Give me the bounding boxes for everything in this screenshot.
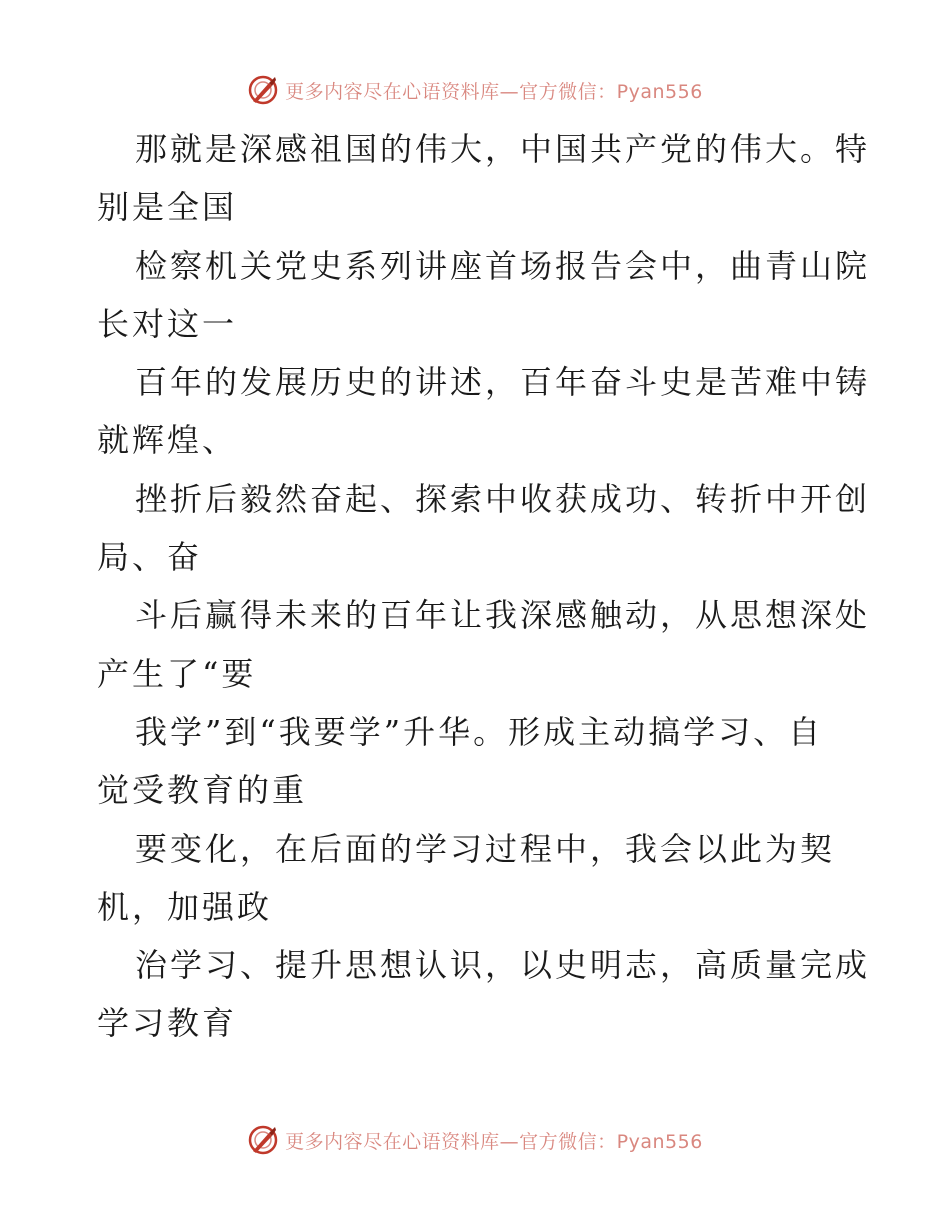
text-line: 我学”到“我要学”升华。形成主动搞学习、自 <box>135 712 824 751</box>
text-line: 就辉煌、 <box>97 421 238 460</box>
watermark-text: 更多内容尽在心语资料库—官方微信：Pyan556 <box>285 1130 703 1153</box>
text-line: 挫折后毅然奋起、探索中收获成功、转折中开创 <box>135 479 871 518</box>
text-line: 检察机关党史系列讲座首场报告会中，曲青山院 <box>135 246 871 285</box>
header-watermark <box>0 70 950 110</box>
document-body <box>97 120 871 1053</box>
footer-watermark <box>0 1120 950 1160</box>
watermark-text: 更多内容尽在心语资料库—官方微信：Pyan556 <box>285 80 703 103</box>
quill-logo-icon <box>247 1124 279 1156</box>
text-line: 别是全国 <box>97 188 238 227</box>
text-line: 产生了“要 <box>97 654 257 693</box>
text-line: 长对这一 <box>97 304 238 343</box>
text-line: 百年的发展历史的讲述，百年奋斗史是苦难中铸 <box>135 363 871 402</box>
text-line: 觉受教育的重 <box>97 771 308 810</box>
text-line: 要变化，在后面的学习过程中，我会以此为契 <box>135 829 836 868</box>
text-line: 局、奋 <box>97 538 203 577</box>
text-line: 机，加强政 <box>97 887 273 926</box>
text-line: 那就是深感祖国的伟大，中国共产党的伟大。特 <box>135 130 871 168</box>
text-line: 学习教育 <box>97 1004 238 1043</box>
text-line: 斗后赢得未来的百年让我深感触动，从思想深处 <box>135 596 871 635</box>
text-line: 治学习、提升思想认识，以史明志，高质量完成 <box>135 946 871 985</box>
quill-logo-icon <box>247 74 279 106</box>
